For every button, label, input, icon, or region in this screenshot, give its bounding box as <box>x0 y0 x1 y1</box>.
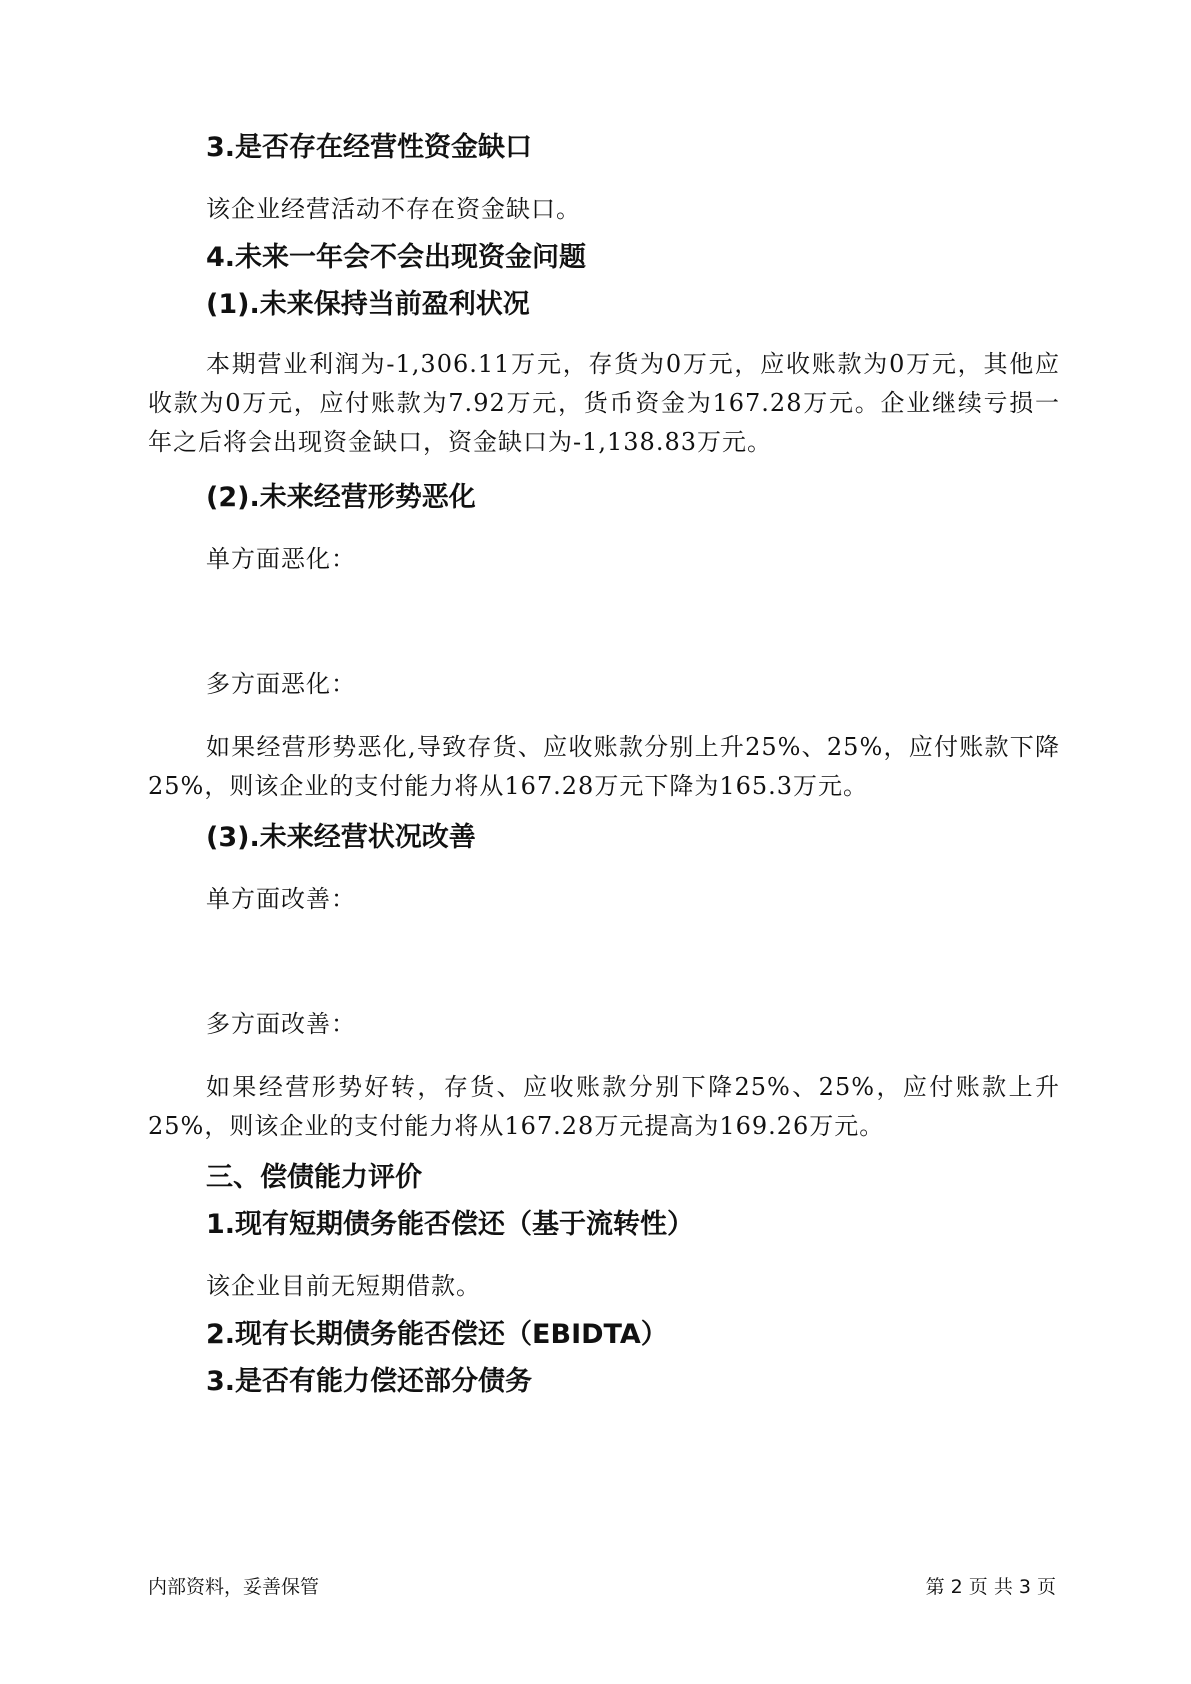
heading-next-year-funding: 4.未来一年会不会出现资金问题 <box>206 242 587 273</box>
paragraph-improve-detail: 如果经营形势好转，存货、应收账款分别下降25%、25%，应付账款上升25%，则该企业的支付能力将从167.28万元提高为169.26万元。 <box>148 1073 1060 1140</box>
heading-keep-profit: (1).未来保持当前盈利状况 <box>206 289 530 320</box>
heading-solvency: 三、偿债能力评价 <box>206 1162 422 1193</box>
heading-worsen: (2).未来经营形势恶化 <box>206 482 476 513</box>
heading-partial-repayment: 3.是否有能力偿还部分债务 <box>206 1366 533 1397</box>
paragraph-worsen-detail: 如果经营形势恶化,导致存货、应收账款分别上升25%、25%，应付账款下降25%，则该企业的支付能力将从167.28万元下降为165.3万元。 <box>148 733 1060 800</box>
paragraph-single-improve: 单方面改善： <box>206 885 356 913</box>
paragraph-short-term-debt: 该企业目前无短期借款。 <box>206 1272 481 1300</box>
heading-improve: (3).未来经营状况改善 <box>206 822 476 853</box>
paragraph-multi-improve: 多方面改善： <box>206 1010 356 1038</box>
paragraph-single-worsen: 单方面恶化： <box>206 545 356 573</box>
paragraph-multi-worsen: 多方面恶化： <box>206 670 356 698</box>
paragraph-operating-gap: 该企业经营活动不存在资金缺口。 <box>206 195 581 223</box>
heading-operating-gap: 3.是否存在经营性资金缺口 <box>206 132 533 163</box>
heading-long-term-debt: 2.现有长期债务能否偿还（EBIDTA） <box>206 1319 668 1350</box>
footer-confidential-note: 内部资料，妥善保管 <box>148 1576 320 1598</box>
footer-page-number: 第 2 页 共 3 页 <box>925 1576 1056 1598</box>
heading-short-term-debt: 1.现有短期债务能否偿还（基于流转性） <box>206 1209 695 1240</box>
paragraph-keep-profit: 本期营业利润为-1,306.11万元，存货为0万元，应收账款为0万元，其他应收款为0万元，应付账款为7.92万元，货币资金为167.28万元。企业继续亏损一年之后将会出现资金缺口，资金缺口为-1,138.83万元。 <box>148 350 1060 456</box>
